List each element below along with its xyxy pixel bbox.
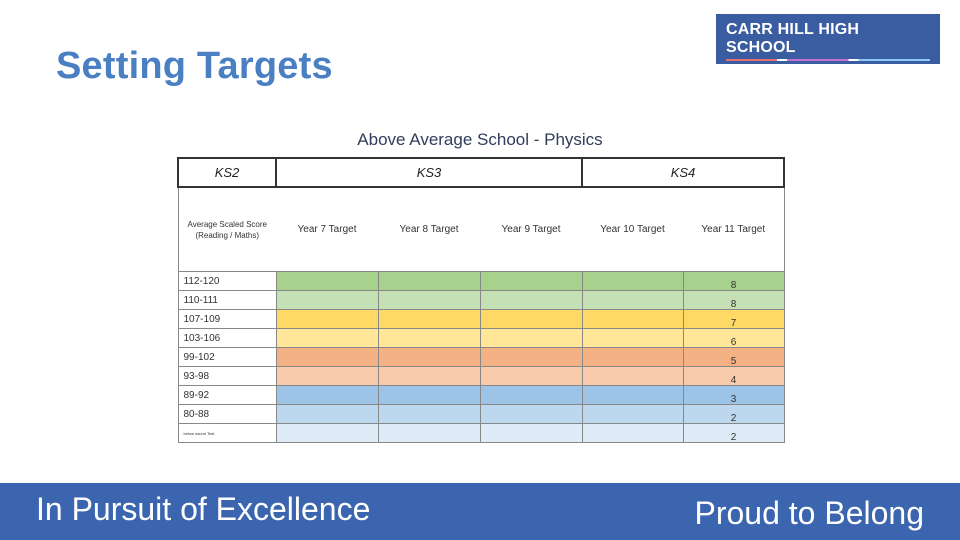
score-band-cell: below sound Test [178,424,276,443]
score-band-cell: 112-120 [178,272,276,291]
year11-target-value: 4 [730,374,737,386]
year11-target-value: 8 [730,279,737,291]
target-cell [378,329,480,348]
table-row [178,310,784,329]
target-cell [276,405,378,424]
target-cell [276,424,378,443]
score-band-cell: 103-106 [178,329,276,348]
score-band-cell: 93-98 [178,367,276,386]
target-cell [582,291,683,310]
footer-tagline: Proud to Belong [694,495,924,531]
target-cell [582,367,683,386]
table-row [178,291,784,310]
score-band-cell: 89-92 [178,386,276,405]
year11-target-cell [683,405,784,424]
target-cell [276,291,378,310]
logo-sixth-form: & Sixth Form Centre [823,63,930,75]
header-year9: Year 9 Target [480,187,582,272]
year11-target-value: 3 [730,393,737,405]
target-cell [378,291,480,310]
year11-target-value: 6 [730,336,737,348]
target-cell [378,405,480,424]
target-cell [276,272,378,291]
table-body [178,272,784,443]
logo-stripe [726,59,930,61]
year11-target-value: 2 [730,431,737,443]
score-band-cell: 99-102 [178,348,276,367]
target-cell [276,386,378,405]
target-cell [480,386,582,405]
header-scaled-score: Average Scaled Score (Reading / Maths) [178,187,276,272]
target-cell [378,310,480,329]
target-cell [582,405,683,424]
header-year7: Year 7 Target [276,187,378,272]
target-cell [582,386,683,405]
year11-target-cell [683,272,784,291]
header-year8: Year 8 Target [378,187,480,272]
table-row [178,367,784,386]
target-cell [480,291,582,310]
school-logo [716,14,940,75]
year11-target-value: 7 [730,317,737,329]
target-cell [480,367,582,386]
score-band-cell: 107-109 [178,310,276,329]
year11-target-cell [683,424,784,443]
target-cell [276,310,378,329]
target-cell [276,329,378,348]
target-cell [480,348,582,367]
target-cell [582,424,683,443]
table-row [178,386,784,405]
table-subtitle: Above Average School - Physics [357,130,603,149]
target-cell [480,424,582,443]
target-cell [480,272,582,291]
year11-target-cell [683,386,784,405]
target-cell [480,329,582,348]
column-header-row [178,187,784,272]
logo-school-name: CARR HILL HIGH SCHOOL [726,21,860,56]
year11-target-cell [683,329,784,348]
year11-target-cell [683,291,784,310]
header-ks3: KS3 [276,158,582,187]
slide-title: Setting Targets [56,45,333,87]
header-year11: Year 11 Target [683,187,784,272]
year11-target-value: 2 [730,412,737,424]
year11-target-cell [683,367,784,386]
table-row [178,424,784,443]
stage-header-row [178,158,784,187]
target-cell [582,272,683,291]
header-ks2: KS2 [178,158,276,187]
target-cell [582,310,683,329]
target-cell [378,348,480,367]
year11-target-value: 5 [730,355,737,367]
table-row [178,348,784,367]
table-row [178,272,784,291]
target-cell [378,367,480,386]
year11-target-value: 8 [730,298,737,310]
target-cell [480,405,582,424]
targets-table [177,157,785,443]
score-band-cell: 110-111 [178,291,276,310]
score-band-cell: 80-88 [178,405,276,424]
footer-motto: In Pursuit of Excellence [36,491,371,527]
table-row [178,329,784,348]
header-year10: Year 10 Target [582,187,683,272]
year11-target-cell [683,348,784,367]
target-cell [378,424,480,443]
target-cell [582,348,683,367]
target-cell [276,348,378,367]
target-cell [378,386,480,405]
year11-target-cell [683,310,784,329]
target-cell [480,310,582,329]
header-ks4: KS4 [582,158,784,187]
target-cell [276,367,378,386]
footer-banner [0,483,960,540]
target-cell [582,329,683,348]
target-cell [378,272,480,291]
table-row [178,405,784,424]
